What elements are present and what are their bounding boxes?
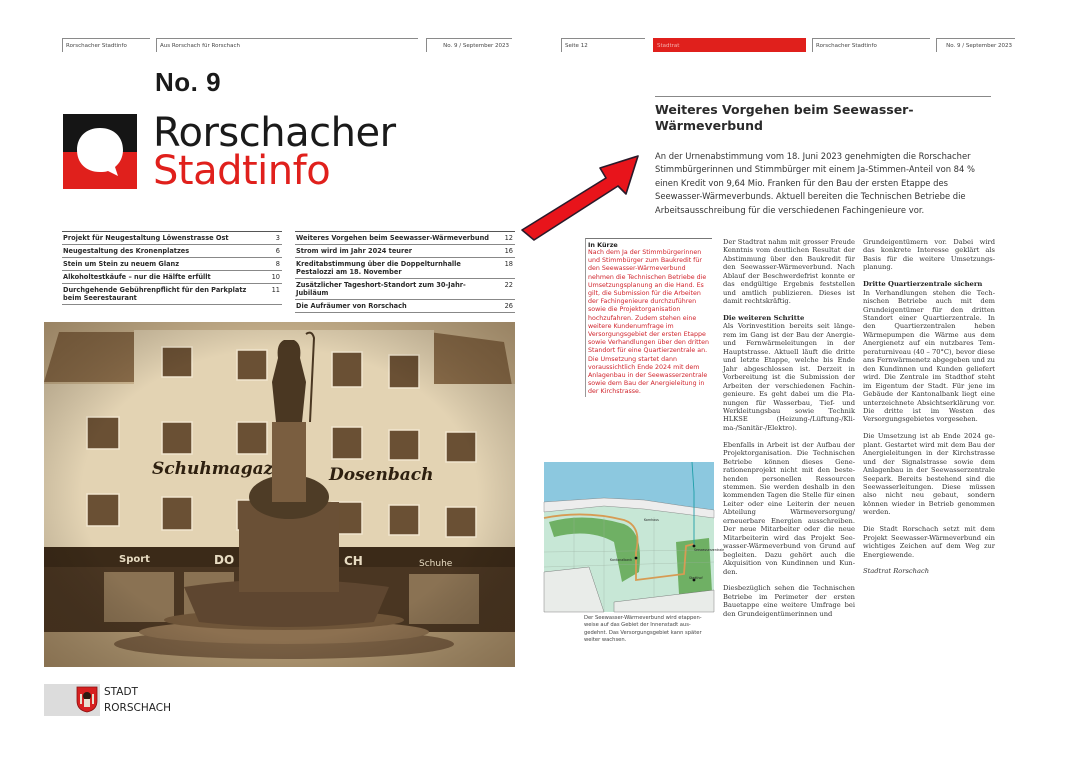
running-header-publication-right: Rorschacher Stadtinfo xyxy=(812,38,930,52)
summary-text: Nach dem Ja der Stimmbürgerinnen und Stimmbürger zum Baukredit für den Seewasser-Wärmeverbund nehmen die Technischen Betriebe die Umsetzungsplanung an die Hand. Es gilt, die Submission für die Arbeiten der Fachingenieure durchzuführen sowie die Projektorganisation hochzufahren. Zudem stehen eine weitere Kundenumfrage im Versorgungsgebiet der ersten Etappe sowie Verhandlungen über den dritten Standort für eine Quartierzentrale an. Die Umsetzung startet dann voraussichtlich Ende 2024 mit dem Anlagenbau in der Seewasserzentrale sowie dem Bau der Anergieleitung in der Kirchstrasse. xyxy=(588,249,709,396)
toc-item-page: 11 xyxy=(271,286,280,294)
map-label: Kornhaus xyxy=(644,518,659,522)
toc-item[interactable] xyxy=(62,232,282,245)
running-header-publication: Rorschacher Stadtinfo xyxy=(62,38,150,52)
map-label: Kantonalbank xyxy=(610,558,632,562)
section-heading: Dritte Quartierzentrale sichern xyxy=(863,280,983,289)
paragraph: Die Stadt Rorschach setzt mit dem Projekt Seewasser-Wärmeverbund ein wichtiges Zeichen auf dem Weg zur Energiewende. xyxy=(863,525,995,559)
running-header-page: Seite 12 xyxy=(561,38,645,52)
toc-item[interactable] xyxy=(62,284,282,305)
issue-number: No. 9 xyxy=(155,67,222,97)
logo-mark xyxy=(63,114,137,189)
city-crest-icon xyxy=(76,686,98,713)
toc-item-page: 26 xyxy=(504,302,513,310)
toc-item-page: 18 xyxy=(504,260,513,268)
toc-item-title: Kreditabstimmung über die Doppelturnhalle Pestalozzi am 18. November xyxy=(296,260,461,276)
toc-item-title: Die Aufräumer von Rorschach xyxy=(296,302,407,310)
map-label: Stadthof xyxy=(689,576,703,580)
toc-item-page: 8 xyxy=(275,260,280,268)
toc-item[interactable] xyxy=(295,245,515,258)
paragraph: Diesbezüglich sehen die Technischen Betriebe im Perimeter der ersten Bauetappe eine weitere Umfrage bei den Grundeigentümerinnen und xyxy=(723,584,855,618)
cover-photo xyxy=(44,322,515,667)
map-caption: Der Seewasser-Wärmeverbund wird etappenweise auf das Gebiet der Innenstadt ausgedehnt. Das Versorgungsgebiet kann später weiter wachsen. xyxy=(584,615,702,644)
logo-title-line1: Rorschacher xyxy=(153,110,396,156)
toc-item-title: Projekt für Neugestaltung Löwenstrasse Ost xyxy=(63,234,229,242)
running-header-issue-right: No. 9 / September 2023 xyxy=(936,38,1015,52)
toc-item-page: 6 xyxy=(275,247,280,255)
running-header-section: Stadtrat xyxy=(653,38,806,52)
toc-item-page: 16 xyxy=(504,247,513,255)
toc-item-title: Neugestaltung des Kronenplatzes xyxy=(63,247,190,255)
article-rule xyxy=(655,96,991,97)
toc-item-title: Strom wird im Jahr 2024 teurer xyxy=(296,247,412,255)
logo-title-line2: Stadtinfo xyxy=(153,148,331,194)
signature: Stadtrat Rorschach xyxy=(863,567,930,576)
toc-item[interactable] xyxy=(295,279,515,300)
toc-item-title: Weiteres Vorgehen beim Seewasser-Wärmeverbund xyxy=(296,234,490,242)
paragraph: Der Stadtrat nahm mit grosser Freude Kenntnis vom deutlichen Resultat der Abstimmung über den Baukredit für den Seewasser-Wärmeverbund. Nach Ablauf der Beschwerdefrist konnte er das endgültige Ergebnis feststellen und amtlich publizieren. Dieses ist damit rechtskräftig. xyxy=(723,238,855,306)
article-column-1 xyxy=(723,238,855,627)
city-name-line2: RORSCHACH xyxy=(104,702,171,714)
toc-item[interactable] xyxy=(62,271,282,284)
toc-item-title: Durchgehende Gebührenpflicht für den Parkplatz beim Seerestaurant xyxy=(63,286,247,302)
table-of-contents-right xyxy=(295,231,515,313)
article-lead: An der Urnenabstimmung vom 18. Juni 2023 genehmigten die Rorschacher Stimmbürgerinnen und Stimmbürger mit einem Ja-Stimmen-Anteil von 84 % einen Kredit von 9,64 Mio. Franken für den Bau der ersten Etappe des Seewasser-Wärmeverbunds. Aktuell bereiten die Technischen Betriebe die Arbeitsausschreibung für die verschiedenen Fachingenieure vor. xyxy=(655,151,975,215)
speech-bubble-icon xyxy=(63,114,137,189)
summary-box xyxy=(585,238,712,397)
paragraph: Grundeigentümern vor. Dabei wird das konkrete Interesse geklärt als Basis für die weitere Umsetzungsplanung. xyxy=(863,238,995,272)
toc-item-page: 12 xyxy=(504,234,513,242)
paragraph: Die Umsetzung ist ab Ende 2024 geplant. Gestartet wird mit dem Bau der Anergieleitungen in der Kirchstrasse und der Signalstrasse sowie dem Anlagenbau in der Seewasserzentrale Seepark. Bereits bestehend sind die Seewasserleitungen. Diese müssen also nicht neu gebaut, sondern können wieder in Betrieb genommen werden. xyxy=(863,432,995,517)
article-title: Weiteres Vorgehen beim Seewasser-Wärmeverbund xyxy=(655,102,914,133)
toc-item-title: Stein um Stein zu neuem Glanz xyxy=(63,260,180,268)
map-label: Seewasserzentrale xyxy=(694,548,725,552)
toc-item-page: 22 xyxy=(504,281,513,289)
paragraph: In Verhandlungen stehen die Technischen Betriebe auch mit dem Grundeigentümer für den dritten Standort einer Quartierzentrale. In den Quartierzentralen heben Wärmepumpen die Wärme aus dem Anergienetz auf ein nutzbares Temperaturniveau (40 – 70°C), bevor diese ans Fernwärmenetz abgegeben und zu den Kundinnen und Kunden geliefert wird. Die Zentrale im Stadthof steht im Eigentum der Stadt. Für jene im Gebäude der Kantonalbank liegt eine unterzeichnete Absichtserklärung vor. Die dritte ist im Westen des Versorgungsgebietes vorgesehen. xyxy=(863,288,995,424)
red-arrow-icon xyxy=(518,148,648,243)
running-header-tagline: Aus Rorschach für Rorschach xyxy=(156,38,418,52)
toc-item-page: 10 xyxy=(271,273,280,281)
toc-item-title: Alkoholtestkäufe – nur die Hälfte erfüllt xyxy=(63,273,211,281)
toc-item[interactable] xyxy=(295,258,515,279)
toc-item[interactable] xyxy=(295,232,515,245)
paragraph: Als Vorinvestition bereits seit längerem im Gang ist der Bau der Anergie- und Fernwärmeleitungen in der Hauptstrasse. Aktuell läuft die dritte und letzte Etappe, welche bis Ende Jahr abgeschlossen ist. Derzeit in Vorbereitung ist die Submission der Arbeiten der verschiedenen Fachingenieure. Es geht dabei um die Planungen für Wasserbau, Tief- und Werkleitungsbau sowie Technik HLKSE (Heizung-/Lüftung-/Klima-/Sanitär-/Elektro). xyxy=(723,322,855,432)
paragraph: Ebenfalls in Arbeit ist der Aufbau der Projektorganisation. Die Technischen Betriebe können dieses Generationenprojekt nicht mit den bestehenden personellen Ressourcen stemmen. Sie werden deshalb in den kommenden Tagen die Stelle für einen Leiter oder eine Leiterin der neuen Abteilung Wärmeversorgung/ erneuerbare Energien ausschreiben. Der neue Mitarbeiter oder die neue Mitarbeiterin wird das Projekt Seewasser-Wärmeverbund von Grund auf begleiten. Dazu gehört auch die Akquisition von Kundinnen und Kunden. xyxy=(723,440,855,576)
toc-item[interactable] xyxy=(62,245,282,258)
supply-area-map xyxy=(544,462,725,612)
article-column-2 xyxy=(863,238,995,584)
toc-item-title: Zusätzlicher Tageshort-Standort zum 30-Jahr-Jubiläum xyxy=(296,281,466,297)
section-heading: Die weiteren Schritte xyxy=(723,314,805,323)
running-header-issue: No. 9 / September 2023 xyxy=(426,38,512,52)
summary-heading: In Kürze xyxy=(588,241,618,249)
toc-item[interactable] xyxy=(62,258,282,271)
city-name-line1: STADT xyxy=(104,686,138,698)
table-of-contents-left xyxy=(62,231,282,305)
toc-item[interactable] xyxy=(295,300,515,313)
toc-item-page: 3 xyxy=(275,234,280,242)
